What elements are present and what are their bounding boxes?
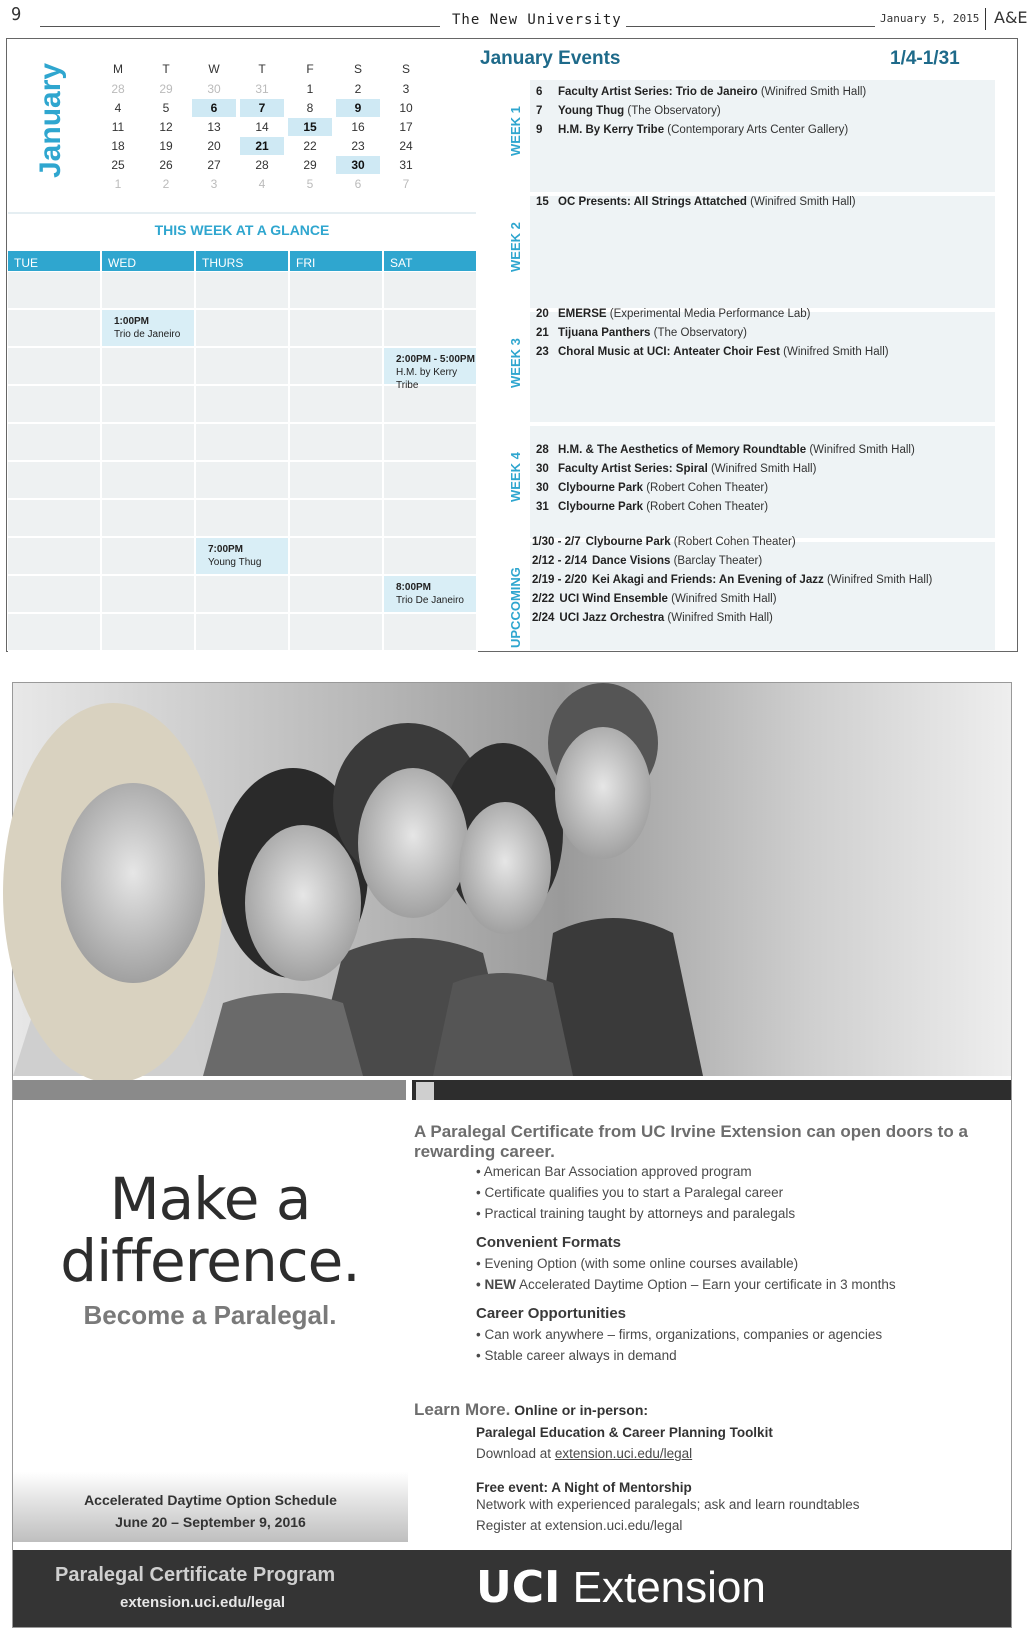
event-item: [532, 555, 762, 567]
career-bullet: • Can work anywhere – firms, organizations, companies or agencies: [476, 1327, 883, 1342]
formats-new-text: Accelerated Daytime Option – Earn your certificate in 3 months: [515, 1277, 896, 1292]
week-label-text: WEEK 1: [508, 106, 523, 156]
event-venue: (Robert Cohen Theater): [673, 536, 796, 548]
event-item: [536, 308, 810, 320]
event-venue: (The Observatory): [627, 105, 721, 117]
glance-slot: [384, 272, 478, 310]
calendar-day: 7: [240, 99, 284, 117]
learn-more-rest: Online or in-person:: [510, 1402, 649, 1418]
week-label-text: UPCCOMING: [508, 567, 523, 648]
photo-bar-marker: [416, 1082, 434, 1100]
calendar-day: 9: [336, 99, 380, 117]
glance-event-name: Young Thug: [208, 557, 262, 568]
event-name: UCI Wind Ensemble: [559, 593, 668, 605]
event-venue: (Winifred Smith Hall): [760, 86, 867, 98]
career-title: Career Opportunities: [476, 1305, 627, 1322]
event-item: [532, 593, 777, 605]
day-header: S: [401, 62, 410, 76]
glance-event: [196, 538, 288, 574]
calendar-day: 23: [351, 139, 365, 153]
glance-slot: [196, 576, 290, 614]
events-week-label: [478, 196, 530, 308]
calendar-day: 4: [258, 177, 266, 191]
new-tag: • NEW: [476, 1277, 516, 1292]
event-item: [536, 86, 866, 98]
event-venue: (Robert Cohen Theater): [646, 482, 769, 494]
uci-extension-logo: [476, 1562, 766, 1613]
event-venue: (Contemporary Arts Center Gallery): [667, 124, 849, 136]
events-week-block: [530, 196, 995, 308]
glance-slot: [290, 576, 384, 614]
calendar-day: 30: [207, 82, 221, 96]
issue-date: January 5, 2015: [880, 12, 980, 25]
glance-event: [102, 310, 194, 346]
glance-column-header: TUE: [8, 251, 102, 271]
event-item: [532, 574, 932, 586]
glance-event: [384, 576, 476, 612]
event-item: [536, 105, 721, 117]
glance-slot: [8, 272, 102, 310]
glance-slot: [102, 538, 196, 576]
calendar-day: 30: [336, 156, 380, 174]
calendar-day: 24: [399, 139, 413, 153]
glance-header-row: [8, 251, 478, 271]
glance-slot: [102, 424, 196, 462]
glance-slot: [196, 614, 290, 652]
glance-event-time: 2:00PM - 5:00PM: [396, 354, 475, 365]
event-date: 23: [536, 346, 549, 358]
event-item: [536, 482, 768, 494]
logo-extension: Extension: [560, 1563, 766, 1612]
day-header: T: [162, 62, 170, 76]
intro-bullet: • American Bar Association approved program: [476, 1164, 752, 1179]
glance-title: THIS WEEK AT A GLANCE: [154, 222, 330, 238]
ad-intro: A Paralegal Certificate from UC Irvine Extension can open doors to a rewarding career.: [414, 1122, 968, 1161]
event-date: 20: [536, 308, 549, 320]
glance-slot: [196, 272, 290, 310]
event-venue: (Barclay Theater): [673, 555, 763, 567]
event-name: UCI Jazz Orchestra: [559, 612, 665, 624]
footer-url[interactable]: extension.uci.edu/legal: [120, 1594, 286, 1611]
event-venue: (Robert Cohen Theater): [646, 501, 769, 513]
event-venue: (Winifred Smith Hall): [671, 593, 777, 605]
event-name: H.M. By Kerry Tribe: [558, 124, 665, 136]
learn-more: [414, 1400, 648, 1420]
glance-slot: [102, 500, 196, 538]
event-name: Faculty Artist Series: Spiral: [558, 463, 708, 475]
day-header: F: [306, 62, 314, 76]
photo-bar-left: [13, 1080, 406, 1100]
glance-event-time: 1:00PM: [114, 316, 150, 327]
calendar-day: 13: [207, 120, 221, 134]
calendar-day: 22: [303, 139, 317, 153]
schedule-dates: June 20 – September 9, 2016: [115, 1514, 306, 1530]
events-week-label: [478, 542, 530, 650]
events-range: 1/4-1/31: [890, 48, 960, 69]
glance-column-header: WED: [102, 251, 196, 271]
glance-slot: [290, 614, 384, 652]
event-item: [532, 536, 796, 548]
event-date: 2/19 - 2/20: [532, 574, 587, 586]
glance-column-header: THURS: [196, 251, 290, 271]
glance-slot: [102, 462, 196, 500]
calendar-day: 19: [159, 139, 173, 153]
glance-slot: [290, 348, 384, 386]
glance-event-name: Trio De Janeiro: [396, 595, 464, 606]
event-date: 15: [536, 196, 549, 208]
week-label-text: WEEK 2: [508, 222, 523, 272]
calendar-day: 6: [192, 99, 236, 117]
glance-slot: [384, 310, 478, 348]
toolkit-download: [476, 1446, 692, 1461]
calendar-day: 14: [255, 120, 269, 134]
calendar-day: 15: [288, 118, 332, 136]
event-date: 7: [536, 105, 543, 117]
ad-subheadline: Become a Paralegal.: [83, 1300, 337, 1330]
calendar-day: 20: [207, 139, 221, 153]
event-venue: (Winifred Smith Hall): [710, 463, 817, 475]
week-label-text: WEEK 4: [508, 452, 523, 502]
glance-event-time: 7:00PM: [208, 544, 244, 555]
event-date: 28: [536, 444, 549, 456]
formats-bullet-new: [476, 1277, 896, 1292]
glance-slot: [8, 500, 102, 538]
glance-slot: [290, 310, 384, 348]
calendar-day: 16: [351, 120, 365, 134]
glance-slot: [196, 462, 290, 500]
glance-slot: [384, 614, 478, 652]
calendar-day: 2: [354, 82, 362, 96]
event-date: 2/12 - 2/14: [532, 555, 587, 567]
glance-slot: [196, 500, 290, 538]
glance-column-header: FRI: [290, 251, 384, 271]
toolkit-prefix: Download at: [476, 1446, 555, 1461]
glance-slot: [290, 386, 384, 424]
calendar-day: 8: [306, 101, 314, 115]
divider: [8, 212, 476, 214]
intro-bullet: • Certificate qualifies you to start a Paralegal career: [476, 1185, 784, 1200]
glance-slot: [8, 538, 102, 576]
masthead-rule-right: [585, 26, 875, 27]
events-week-label: [478, 426, 530, 538]
calendar-day: 4: [114, 101, 122, 115]
event-venue: (Winifred Smith Hall): [750, 196, 856, 208]
event-date: 30: [536, 482, 549, 494]
glance-slot: [384, 500, 478, 538]
glance-event: [384, 348, 476, 391]
event-date: 30: [536, 463, 549, 475]
event-item: [536, 444, 915, 456]
glance-slot: [196, 310, 290, 348]
calendar-day: 2: [162, 177, 170, 191]
glance-slot: [8, 310, 102, 348]
event-date: 2/22: [532, 593, 555, 605]
intro-bullet: • Practical training taught by attorneys and paralegals: [476, 1206, 796, 1221]
glance-slot: [8, 424, 102, 462]
calendar-day: 5: [306, 177, 314, 191]
glance-slot: [384, 424, 478, 462]
formats-bullet: • Evening Option (with some online courses available): [476, 1256, 799, 1271]
event-name: Kei Akagi and Friends: An Evening of Jazz: [591, 574, 824, 586]
glance-slot: [196, 424, 290, 462]
glance-event-name: H.M. by Kerry Tribe: [396, 367, 458, 391]
calendar-day: 31: [255, 82, 269, 96]
event-name: Clybourne Park: [558, 482, 643, 494]
event-item: [536, 196, 856, 208]
calendar-day: 25: [111, 158, 125, 172]
glance-slot: [8, 348, 102, 386]
calendar-day: 28: [255, 158, 269, 172]
glance-slot: [290, 500, 384, 538]
glance-slot: [102, 576, 196, 614]
event-venue: (Winifred Smith Hall): [809, 444, 915, 456]
calendar-day: 10: [399, 101, 413, 115]
glance-event-name: Trio de Janeiro: [114, 329, 181, 340]
page-number: 9: [11, 4, 22, 25]
paper-title: The New University: [448, 12, 626, 28]
learn-more-label: Learn More.: [414, 1400, 511, 1419]
event-date: 31: [536, 501, 549, 513]
calendar-day: 28: [111, 82, 125, 96]
event-item: [536, 327, 747, 339]
calendar-day: 1: [114, 177, 122, 191]
calendar-day: 6: [354, 177, 362, 191]
glance-slot: [102, 348, 196, 386]
calendar-day: 12: [159, 120, 173, 134]
event-name: Clybourne Park: [585, 536, 671, 548]
event-description: Network with experienced paralegals; ask and learn roundtables: [476, 1497, 860, 1512]
event-name: Choral Music at UCI: Anteater Choir Fest: [558, 346, 780, 358]
event-date: 6: [536, 86, 543, 98]
event-name: Clybourne Park: [558, 501, 643, 513]
glance-slot: [290, 424, 384, 462]
formats-title: Convenient Formats: [476, 1234, 622, 1251]
section-label: A&E: [985, 8, 1028, 30]
calendar-day: 21: [240, 137, 284, 155]
calendar-day: 31: [399, 158, 413, 172]
calendar-day: 7: [402, 177, 410, 191]
event-name: OC Presents: All Strings Attatched: [558, 196, 747, 208]
logo-uci: UCI: [476, 1562, 561, 1613]
glance-slot: [8, 576, 102, 614]
toolkit-link[interactable]: extension.uci.edu/legal: [554, 1446, 693, 1461]
event-item: [536, 124, 848, 136]
schedule-title: Accelerated Daytime Option Schedule: [84, 1492, 337, 1508]
glance-slot: [384, 538, 478, 576]
event-register[interactable]: Register at extension.uci.edu/legal: [476, 1518, 683, 1533]
footer-program: Paralegal Certificate Program: [55, 1564, 336, 1586]
calendar-day: 27: [207, 158, 221, 172]
event-name: Young Thug: [558, 105, 625, 117]
event-date: 1/30 - 2/7: [532, 536, 581, 548]
calendar-day: 3: [210, 177, 218, 191]
event-date: 9: [536, 124, 543, 136]
glance-column-header: SAT: [384, 251, 478, 271]
glance-slot: [196, 348, 290, 386]
glance-slot: [8, 614, 102, 652]
glance-slot: [8, 462, 102, 500]
calendar-day: 5: [162, 101, 170, 115]
event-name: Dance Visions: [591, 555, 671, 567]
glance-slot: [290, 538, 384, 576]
event-venue: (Winifred Smith Hall): [783, 346, 889, 358]
toolkit-title: Paralegal Education & Career Planning Toolkit: [476, 1425, 773, 1440]
people-illustration: [13, 683, 1011, 1076]
events-week-label: [478, 80, 530, 192]
event-date: 2/24: [532, 612, 555, 624]
glance-slot: [290, 272, 384, 310]
calendar-day: 3: [402, 82, 410, 96]
glance-event-time: 8:00PM: [396, 582, 432, 593]
event-title: Free event: A Night of Mentorship: [476, 1480, 692, 1495]
calendar-day: 29: [303, 158, 317, 172]
week-label-text: WEEK 3: [508, 338, 523, 388]
photo-bar-right: [412, 1080, 1011, 1100]
calendar-day: 29: [159, 82, 173, 96]
event-venue: (Winifred Smith Hall): [826, 574, 933, 586]
event-item: [532, 612, 773, 624]
glance-slot: [290, 462, 384, 500]
event-item: [536, 463, 816, 475]
glance-slot: [196, 386, 290, 424]
calendar-day: 18: [111, 139, 125, 153]
day-header: S: [353, 62, 362, 76]
glance-slot: [102, 386, 196, 424]
event-name: H.M. & The Aesthetics of Memory Roundtable: [558, 444, 807, 456]
calendar-day: 1: [306, 82, 314, 96]
masthead-rule-left: [40, 26, 440, 27]
month-label: January: [34, 62, 67, 178]
glance-slot: [8, 386, 102, 424]
day-header: M: [113, 62, 123, 76]
glance-slot: [384, 462, 478, 500]
calendar-day: 11: [111, 120, 125, 134]
ad-headline: Make a difference.: [60, 1165, 360, 1295]
event-name: Tijuana Panthers: [558, 327, 651, 339]
group-photo: [13, 683, 1011, 1076]
glance-slot: [102, 614, 196, 652]
event-venue: (The Observatory): [653, 327, 747, 339]
event-venue: (Experimental Media Performance Lab): [609, 308, 811, 320]
event-name: Faculty Artist Series: Trio de Janeiro: [558, 86, 758, 98]
event-item: [536, 346, 889, 358]
day-header: W: [208, 62, 220, 76]
event-item: [536, 501, 768, 513]
event-date: 21: [536, 327, 549, 339]
events-week-label: [478, 312, 530, 422]
calendar-day: 17: [399, 120, 413, 134]
event-venue: (Winifred Smith Hall): [667, 612, 773, 624]
calendar-day: 26: [159, 158, 173, 172]
career-bullet: • Stable career always in demand: [476, 1348, 677, 1363]
events-title: January Events: [480, 48, 621, 69]
day-header: T: [258, 62, 266, 76]
glance-slot: [102, 272, 196, 310]
event-name: EMERSE: [558, 308, 607, 320]
